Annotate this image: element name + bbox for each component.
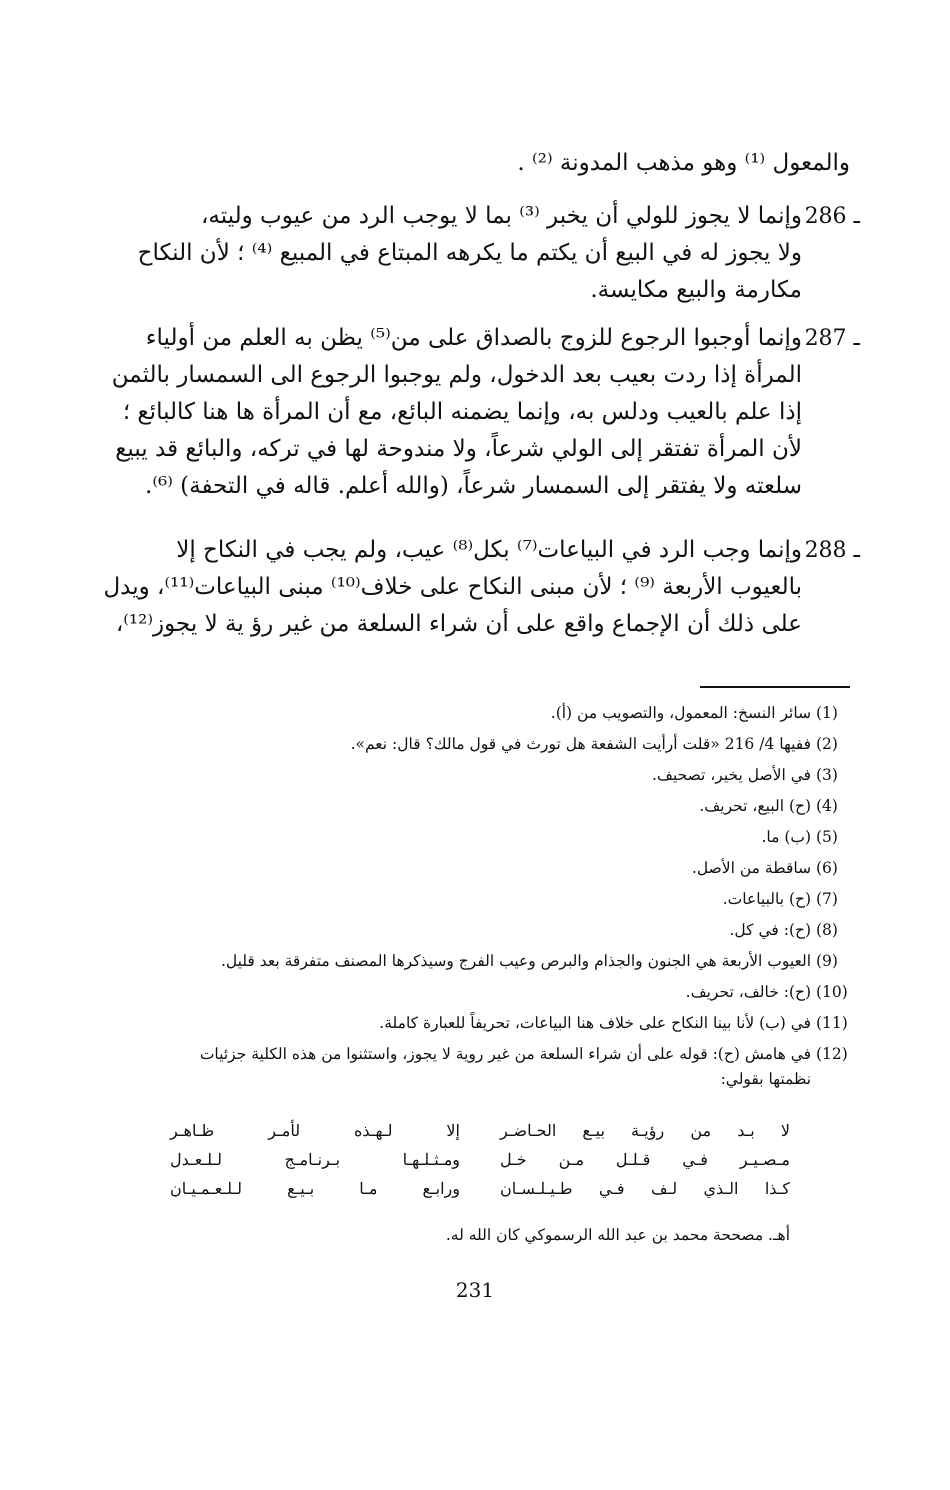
footnote: (6) ساقطة من الأصل.	[691, 859, 838, 877]
hemistich: كـذا الـذي لـف فـي طـيـلـسـان	[500, 1179, 790, 1198]
text-line: مكارمة والبيع مكايسة.	[590, 277, 802, 303]
text-line: ولا يجوز له في البيع أن يكتم ما يكرهه المبتاع في المبيع ⁽⁴⁾ ؛ لأن النكاح	[137, 240, 802, 266]
footnote: (7) (ح) بالبياعات.	[722, 890, 838, 908]
hemistich: لا بـد من رؤيـة بيـع الحـاضـر	[500, 1121, 790, 1140]
poem	[170, 1116, 790, 1203]
paragraph-286	[105, 198, 860, 309]
text-line: إذا علم بالعيب ودلس به، وإنما يضمنه البائع، مع أن المرأة ها هنا كالبائع ؛	[122, 399, 802, 425]
hemistich: ورابـع مـا بـيـع لـلـعـمـيـان	[170, 1179, 460, 1198]
footnote: (4) (ح) البيع، تحريف.	[699, 797, 838, 815]
footnote-continuation: نظمتها بقولي:	[720, 1070, 812, 1088]
text-line: والمعول ⁽¹⁾ وهو مذهب المدونة ⁽²⁾ .	[517, 150, 850, 176]
footnote: (11) في (ب) لأنا بينا النكاح على خلاف هنا البياعات، تحريفاً للعبارة كاملة.	[379, 1014, 848, 1032]
hemistich: إلا لـهـذه لأمـر ظـاهـر	[170, 1121, 460, 1140]
text-line: بالعيوب الأربعة ⁽⁹⁾ ؛ لأن مبنى النكاح على خلاف⁽¹⁰⁾ مبنى البياعات⁽¹¹⁾، ويدل	[103, 574, 802, 600]
paragraph-number: 287 ـ	[804, 326, 860, 351]
paragraph-number: 286 ـ	[804, 204, 860, 229]
page-number: 231	[455, 1278, 495, 1302]
footnote: (3) في الأصل يخير، تصحيف.	[651, 766, 838, 784]
footnote: (12) في هامش (ح): قوله على أن شراء السلعة من غير روية لا يجوز، واستثنوا من هذه الكلية جزئيات	[199, 1045, 848, 1063]
footnote: (9) العيوب الأربعة هي الجنون والجذام والبرص وعيب الفرج وسيذكرها المصنف متفرقة بعد قليل.	[220, 952, 838, 970]
text-line: وإنما لا يجوز للولي أن يخبر ⁽³⁾ بما لا يوجب الرد من عيوب وليته،	[201, 203, 802, 229]
poem-verse	[170, 1174, 790, 1203]
continuation-line	[105, 145, 850, 182]
footnote: (8) (ح): في كل.	[729, 921, 838, 939]
footnote-divider	[700, 686, 850, 688]
hemistich: ومـثـلـهـا بـرنـامـج لـلـعـدل	[170, 1150, 460, 1169]
footnote: (1) سائر النسخ: المعمول، والتصويب من (أ).	[550, 704, 838, 722]
text-line: وإنما وجب الرد في البياعات⁽⁷⁾ بكل⁽⁸⁾ عيب، ولم يجب في النكاح إلا	[176, 537, 802, 563]
text-line: على ذلك أن الإجماع واقع على أن شراء السلعة من غير رؤ ية لا يجوز⁽¹²⁾،	[115, 611, 802, 637]
text-line: وإنما أوجبوا الرجوع للزوج بالصداق على من⁽⁵⁾ يظن به العلم من أولياء	[145, 325, 802, 351]
text-line: المرأة إذا ردت بعيب بعد الدخول، ولم يوجبوا الرجوع الى السمسار بالثمن	[111, 362, 802, 388]
footnote: (5) (ب) ما.	[761, 828, 838, 846]
hemistich: مـصـيـر فـي قـلـل مـن خـل	[500, 1150, 790, 1169]
footnote: (2) ففيها 4/ 216 «قلت أرأيت الشفعة هل تورث في قول مالك؟ قال: نعم».	[350, 735, 838, 753]
paragraph-number: 288 ـ	[804, 538, 860, 563]
footnote: (10) (ح): خالف، تحريف.	[685, 983, 848, 1001]
poem-verse	[170, 1145, 790, 1174]
paragraph-287	[105, 320, 860, 505]
poem-verse	[170, 1116, 790, 1145]
text-line: سلعته ولا يفتقر إلى السمسار شرعاً، (والله أعلم. قاله في التحفة) ⁽⁶⁾.	[145, 473, 802, 499]
signoff: أهـ. مصححة محمد بن عبد الله الرسموكي كان الله له.	[445, 1226, 790, 1244]
paragraph-288	[105, 532, 860, 643]
text-line: لأن المرأة تفتقر إلى الولي شرعاً، ولا مندوحة لها في تركه، والبائع قد يبيع	[115, 436, 802, 462]
